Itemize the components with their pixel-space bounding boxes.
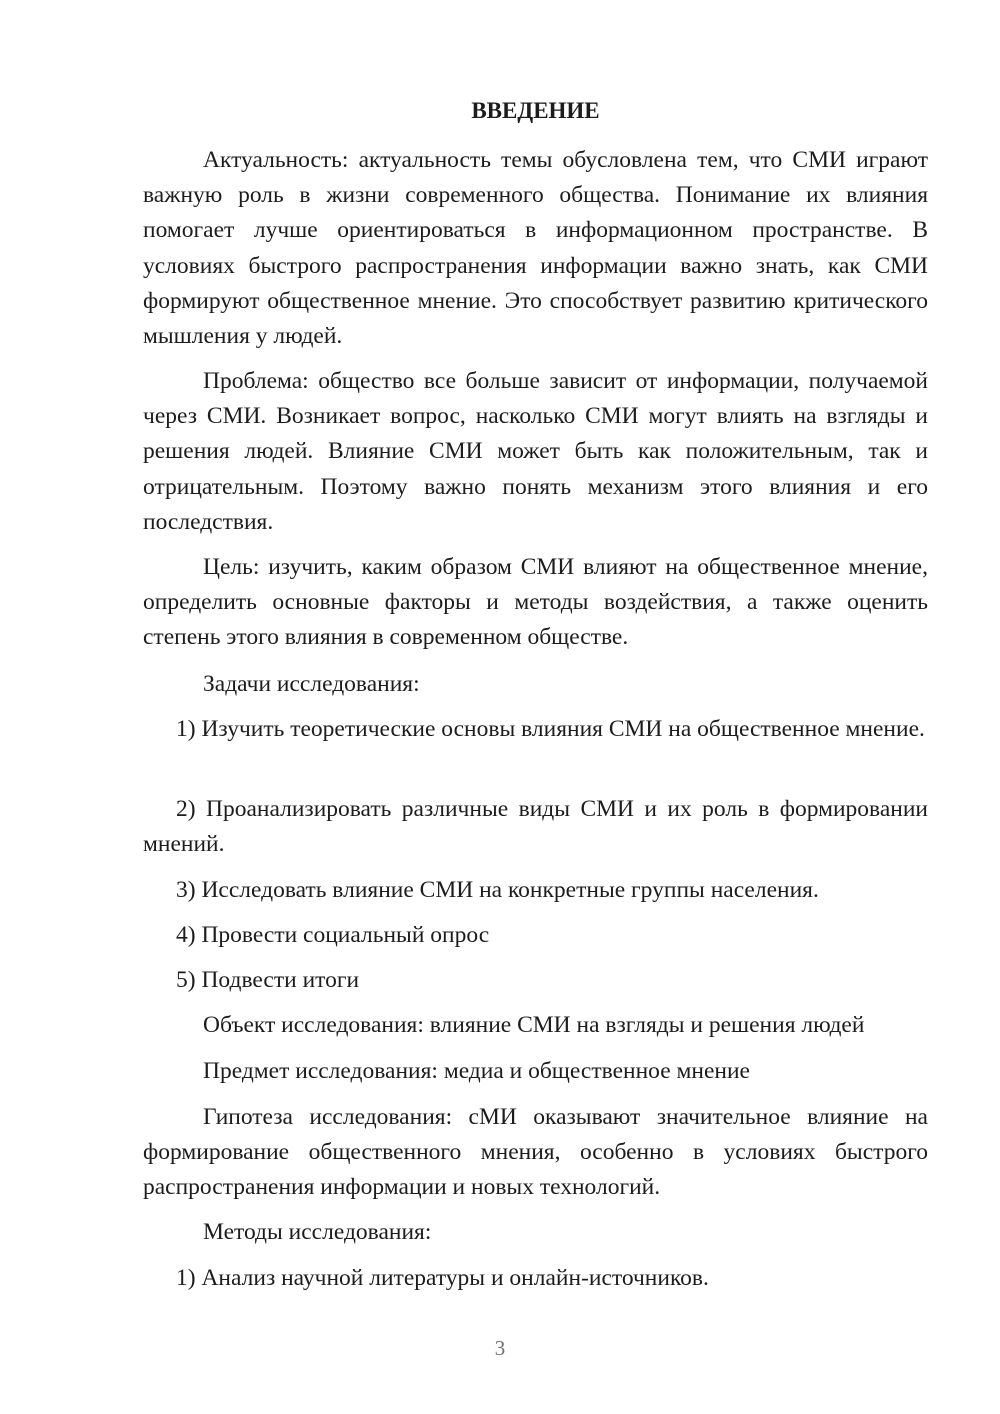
paragraph-relevance: Актуальность: актуальность темы обусловлена тем, что СМИ играют важную роль в жизни современного общества. Понимание их влияния помогает лучше ориентироваться в информационном пространстве. В условиях быстрого распространения информации важно знать, как СМИ формируют общественное мнение. Это способствует развитию критического мышления у людей. bbox=[143, 147, 928, 350]
list-item: 1) Анализ научной литературы и онлайн-источников. bbox=[176, 1265, 709, 1291]
list-item: 1) Изучить теоретические основы влияния СМИ на общественное мнение. bbox=[176, 716, 925, 742]
list-item: 3) Исследовать влияние СМИ на конкретные группы населения. bbox=[176, 877, 819, 903]
page-number: 3 bbox=[494, 1336, 506, 1360]
page-title: ВВЕДЕНИЕ bbox=[471, 98, 600, 123]
list-item: 2) Проанализировать различные виды СМИ и их роль в формировании мнений. bbox=[143, 796, 928, 858]
paragraph-methods-heading: Методы исследования: bbox=[203, 1219, 432, 1245]
paragraph-hypothesis: Гипотеза исследования: сМИ оказывают значительное влияние на формирование общественного мнения, особенно в условиях быстрого распространения информации и новых технологий. bbox=[143, 1104, 928, 1201]
paragraph-subject: Предмет исследования: медиа и общественное мнение bbox=[203, 1058, 750, 1084]
list-item: 5) Подвести итоги bbox=[176, 967, 360, 993]
paragraph-goal: Цель: изучить, каким образом СМИ влияют на общественное мнение, определить основные факторы и методы воздействия, а также оценить степень этого влияния в современном обществе. bbox=[143, 554, 928, 651]
paragraph-problem: Проблема: общество все больше зависит от информации, получаемой через СМИ. Возникает вопрос, насколько СМИ могут влиять на взгляды и решения людей. Влияние СМИ может быть как положительным, так и отрицательным. Поэтому важно понять механизм этого влияния и его последствия. bbox=[143, 368, 928, 535]
document-page bbox=[143, 0, 928, 1414]
paragraph-tasks-heading: Задачи исследования: bbox=[203, 671, 420, 697]
list-item: 4) Провести социальный опрос bbox=[176, 922, 490, 948]
paragraph-object: Объект исследования: влияние СМИ на взгляды и решения людей bbox=[203, 1012, 865, 1038]
